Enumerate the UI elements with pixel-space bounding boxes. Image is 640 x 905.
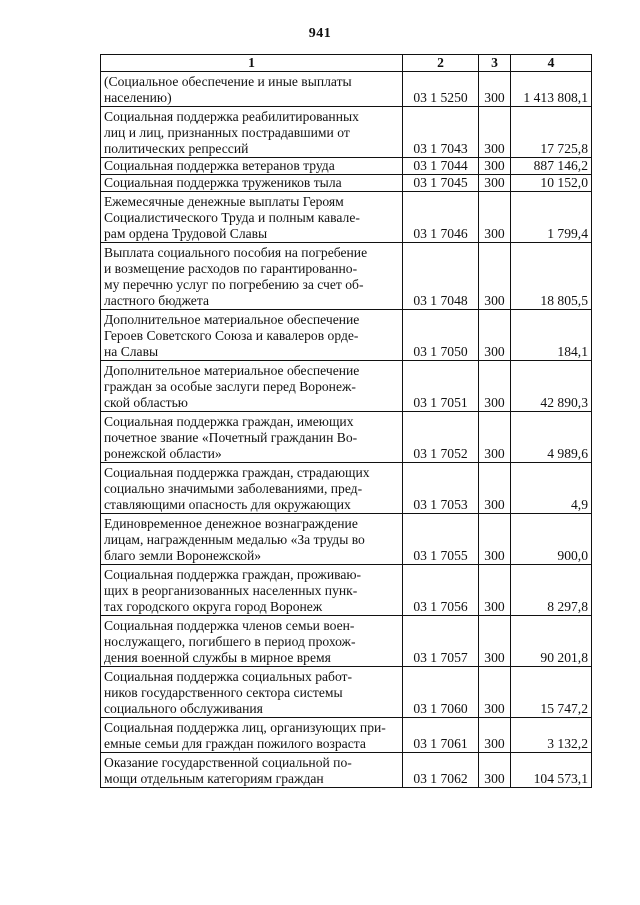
row-name-line: мощи отдельным категориям граждан [104,771,324,786]
table-row [101,72,592,107]
row-amount-cell: 900,0 [511,514,592,565]
table-row [101,514,592,565]
row-name-line: Социальная поддержка реабилитированных [104,109,359,124]
table-row [101,463,592,514]
row-amount-cell: 18 805,5 [511,243,592,310]
row-name-line: и возмещение расходов по гарантированно- [104,261,358,276]
table-row [101,310,592,361]
row-name-line: Социальная поддержка ветеранов труда [104,158,335,173]
row-code-cell: 03 1 7044 [403,158,479,175]
row-type-cell: 300 [479,565,511,616]
table-row [101,753,592,788]
row-type-cell: 300 [479,107,511,158]
table-row [101,412,592,463]
row-name-line: Социальная поддержка граждан, страдающих [104,465,370,480]
row-code-cell: 03 1 7056 [403,565,479,616]
table-row [101,158,592,175]
row-code-cell: 03 1 7043 [403,107,479,158]
row-code-cell: 03 1 7057 [403,616,479,667]
row-amount-cell: 1 413 808,1 [511,72,592,107]
row-name-cell [101,310,403,361]
row-name-cell [101,565,403,616]
row-name-line: на Славы [104,344,159,359]
row-type-cell: 300 [479,243,511,310]
row-name-cell [101,412,403,463]
row-name-line: щих в реорганизованных населенных пунк- [104,583,358,598]
row-code-cell: 03 1 7062 [403,753,479,788]
row-type-cell: 300 [479,192,511,243]
row-name-line: Социальная поддержка граждан, имеющих [104,414,354,429]
row-name-line: Выплата социального пособия на погребение [104,245,368,260]
table-row [101,565,592,616]
row-type-cell: 300 [479,463,511,514]
row-amount-cell: 184,1 [511,310,592,361]
row-code-cell: 03 1 7046 [403,192,479,243]
row-code-cell: 03 1 7052 [403,412,479,463]
row-code-cell: 03 1 7060 [403,667,479,718]
column-header-code: 2 [403,55,479,72]
row-type-cell: 300 [479,616,511,667]
row-name-line: Единовременное денежное вознаграждение [104,516,358,531]
row-name-line: рам ордена Трудовой Славы [104,226,268,241]
row-name-cell [101,616,403,667]
row-name-cell [101,718,403,753]
row-code-cell: 03 1 7053 [403,463,479,514]
row-name-line: Социальная поддержка граждан, проживаю- [104,567,362,582]
row-name-line: дения военной службы в мирное время [104,650,331,665]
row-name-line: политических репрессий [104,141,249,156]
row-name-line: тах городского округа город Воронеж [104,599,323,614]
row-name-line: социального обслуживания [104,701,263,716]
table-row [101,175,592,192]
row-name-line: социально значимыми заболеваниями, пред- [104,481,363,496]
row-name-line: населению) [104,90,172,105]
row-name-line: ской областью [104,395,188,410]
column-header-amount: 4 [511,55,592,72]
row-name-line: Ежемесячные денежные выплаты Героям [104,194,344,209]
row-name-line: Социальная поддержка членов семьи воен- [104,618,355,633]
row-type-cell: 300 [479,718,511,753]
table-row [101,667,592,718]
row-amount-cell: 1 799,4 [511,192,592,243]
row-type-cell: 300 [479,412,511,463]
row-name-line: Героев Советского Союза и кавалеров орде- [104,328,359,343]
row-type-cell: 300 [479,72,511,107]
row-name-cell [101,192,403,243]
row-amount-cell: 90 201,8 [511,616,592,667]
page-number: 941 [308,26,332,41]
row-name-line: Социальная поддержка лиц, организующих при- [104,720,386,735]
row-code-cell: 03 1 7051 [403,361,479,412]
row-name-line: (Социальное обеспечение и иные выплаты [104,74,352,89]
row-name-cell [101,514,403,565]
table-row [101,361,592,412]
table-row [101,192,592,243]
row-amount-cell: 3 132,2 [511,718,592,753]
row-name-line: лицам, награжденным медалью «За труды во [104,532,365,547]
row-name-line: ников государственного сектора системы [104,685,343,700]
row-name-cell [101,753,403,788]
row-name-line: му перечню услуг по погребению за счет об- [104,277,364,292]
table-row [101,243,592,310]
row-amount-cell: 15 747,2 [511,667,592,718]
table-row [101,616,592,667]
row-type-cell: 300 [479,310,511,361]
row-name-line: ронежской области» [104,446,222,461]
row-name-cell [101,361,403,412]
row-type-cell: 300 [479,175,511,192]
row-type-cell: 300 [479,514,511,565]
row-name-cell [101,243,403,310]
row-type-cell: 300 [479,361,511,412]
table-body [101,72,592,788]
row-name-line: благо земли Воронежской» [104,548,262,563]
row-name-cell [101,158,403,175]
row-name-line: Дополнительное материальное обеспечение [104,363,360,378]
row-amount-cell: 10 152,0 [511,175,592,192]
row-type-cell: 300 [479,158,511,175]
row-amount-cell: 4 989,6 [511,412,592,463]
row-name-line: Социальная поддержка тружеников тыла [104,175,342,190]
row-code-cell: 03 1 7050 [403,310,479,361]
row-amount-cell: 17 725,8 [511,107,592,158]
row-type-cell: 300 [479,667,511,718]
row-amount-cell: 8 297,8 [511,565,592,616]
row-name-line: граждан за особые заслуги перед Воронеж- [104,379,356,394]
budget-table [100,54,592,788]
row-name-line: Дополнительное материальное обеспечение [104,312,360,327]
row-name-line: Социалистического Труда и полным кавале- [104,210,360,225]
row-name-line: емные семьи для граждан пожилого возраста [104,736,366,751]
row-name-line: Оказание государственной социальной по- [104,755,352,770]
row-name-cell [101,667,403,718]
row-amount-cell: 42 890,3 [511,361,592,412]
row-code-cell: 03 1 7045 [403,175,479,192]
row-code-cell: 03 1 7055 [403,514,479,565]
row-name-line: ластного бюджета [104,293,209,308]
row-name-line: почетное звание «Почетный гражданин Во- [104,430,358,445]
table-header-row [101,55,592,72]
row-name-line: нослужащего, погибшего в период прохож- [104,634,356,649]
row-name-line: лиц и лиц, признанных пострадавшими от [104,125,350,140]
row-name-cell [101,107,403,158]
row-name-line: Социальная поддержка социальных работ- [104,669,353,684]
table-row [101,107,592,158]
row-type-cell: 300 [479,753,511,788]
row-amount-cell: 4,9 [511,463,592,514]
row-amount-cell: 887 146,2 [511,158,592,175]
row-name-cell [101,72,403,107]
table-row [101,718,592,753]
column-header-name: 1 [101,55,403,72]
row-code-cell: 03 1 5250 [403,72,479,107]
row-name-cell [101,463,403,514]
row-amount-cell: 104 573,1 [511,753,592,788]
row-name-line: ставляющими опасность для окружающих [104,497,351,512]
row-code-cell: 03 1 7061 [403,718,479,753]
row-name-cell [101,175,403,192]
column-header-type: 3 [479,55,511,72]
row-code-cell: 03 1 7048 [403,243,479,310]
